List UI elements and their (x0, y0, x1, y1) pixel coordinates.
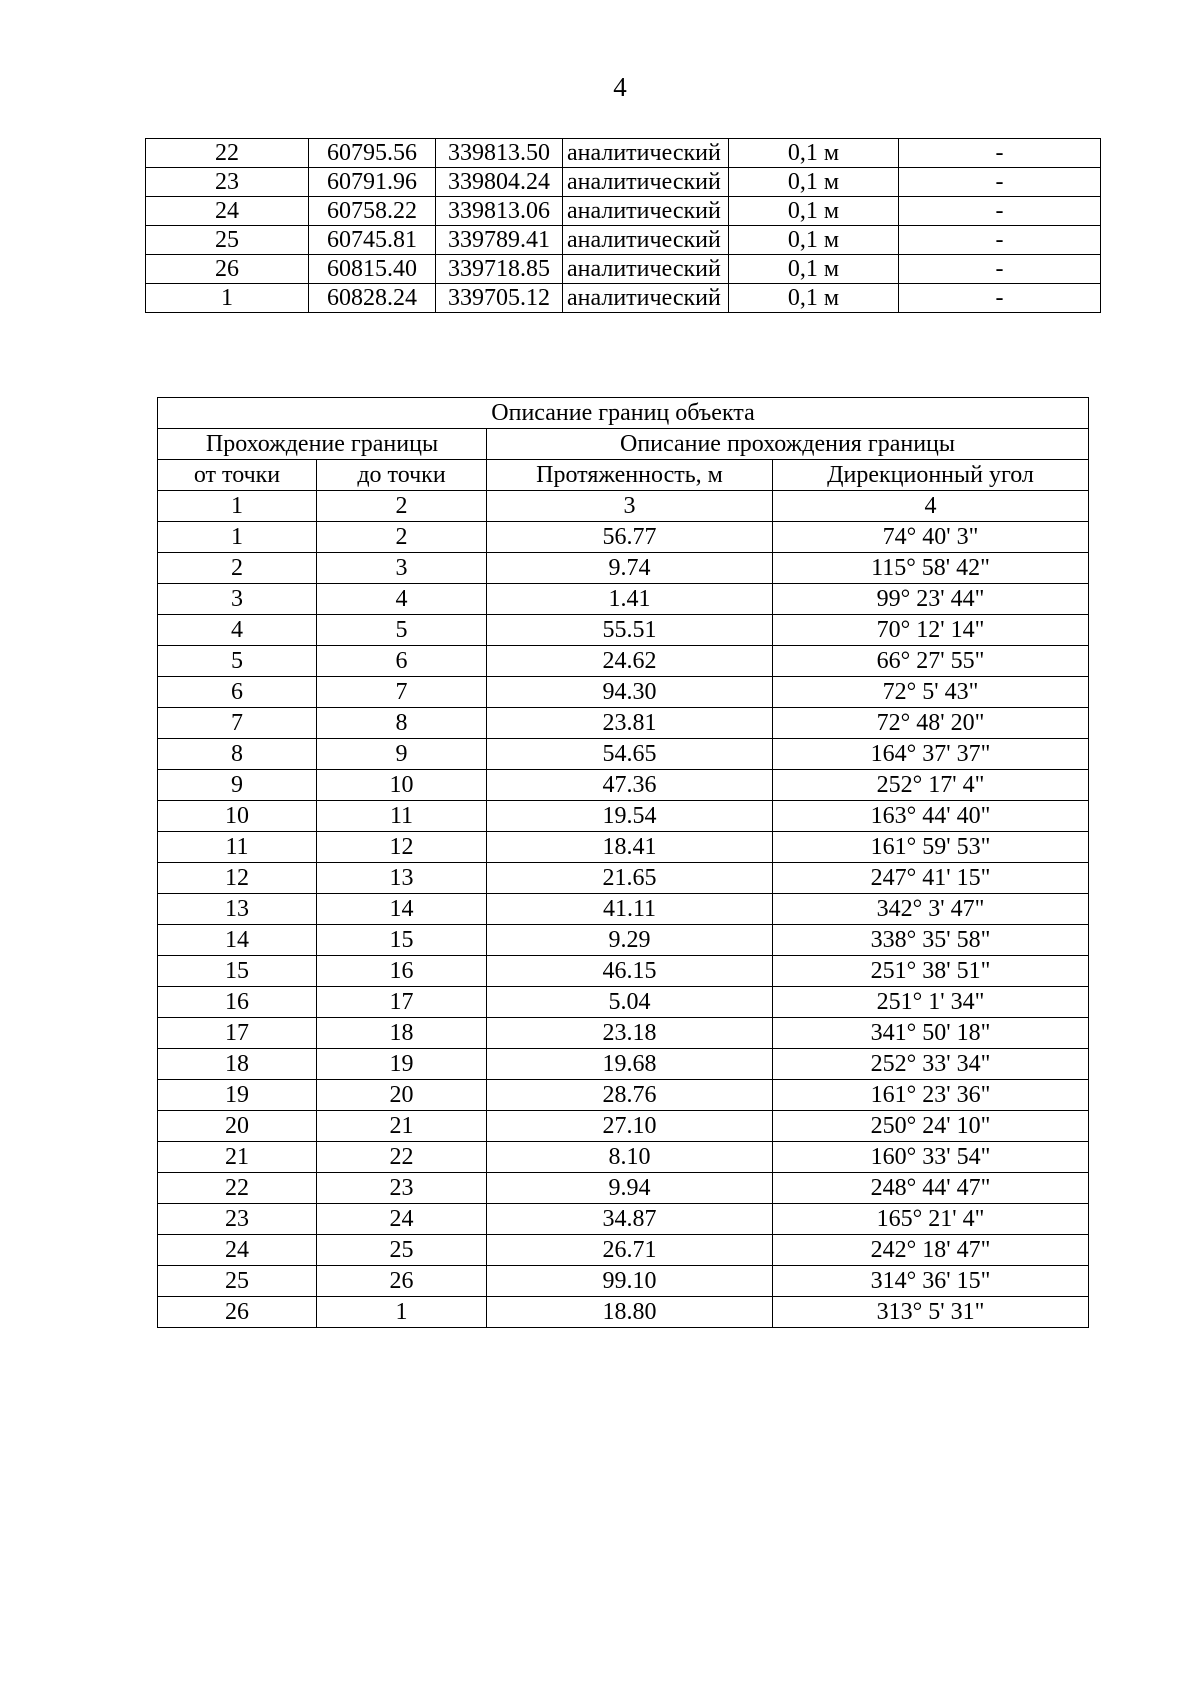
angle-cell: 160° 33' 54" (773, 1142, 1089, 1173)
x-coordinate-cell: 60815.40 (309, 255, 436, 284)
to-point-cell: 23 (317, 1173, 487, 1204)
length-cell: 9.74 (487, 553, 773, 584)
length-cell: 24.62 (487, 646, 773, 677)
to-point-cell: 16 (317, 956, 487, 987)
table-row (158, 708, 1089, 739)
column-number: 4 (773, 491, 1089, 522)
angle-cell: 251° 38' 51" (773, 956, 1089, 987)
angle-cell: 99° 23' 44" (773, 584, 1089, 615)
table-row (158, 522, 1089, 553)
method-cell: аналитический (563, 139, 729, 168)
from-point-cell: 1 (158, 522, 317, 553)
length-cell: 46.15 (487, 956, 773, 987)
accuracy-cell: 0,1 м (729, 139, 899, 168)
from-point-cell: 22 (158, 1173, 317, 1204)
angle-cell: 242° 18' 47" (773, 1235, 1089, 1266)
to-point-cell: 25 (317, 1235, 487, 1266)
y-coordinate-cell: 339813.06 (436, 197, 563, 226)
method-cell: аналитический (563, 284, 729, 313)
table-row (146, 226, 1101, 255)
angle-cell: 251° 1' 34" (773, 987, 1089, 1018)
table-row (158, 894, 1089, 925)
y-coordinate-cell: 339813.50 (436, 139, 563, 168)
angle-cell: 70° 12' 14" (773, 615, 1089, 646)
angle-cell: 341° 50' 18" (773, 1018, 1089, 1049)
from-point-cell: 23 (158, 1204, 317, 1235)
length-cell: 23.81 (487, 708, 773, 739)
point-cell: 22 (146, 139, 309, 168)
from-point-cell: 12 (158, 863, 317, 894)
method-cell: аналитический (563, 197, 729, 226)
accuracy-cell: 0,1 м (729, 197, 899, 226)
table-row (158, 1204, 1089, 1235)
length-cell: 34.87 (487, 1204, 773, 1235)
from-point-cell: 5 (158, 646, 317, 677)
page-number: 4 (613, 72, 627, 102)
table-row (158, 584, 1089, 615)
to-point-cell: 22 (317, 1142, 487, 1173)
accuracy-cell: 0,1 м (729, 255, 899, 284)
length-cell: 28.76 (487, 1080, 773, 1111)
table-row (158, 677, 1089, 708)
note-cell: - (899, 139, 1101, 168)
column-number: 3 (487, 491, 773, 522)
to-point-cell: 2 (317, 522, 487, 553)
table-row (146, 255, 1101, 284)
angle-cell: 164° 37' 37" (773, 739, 1089, 770)
note-cell: - (899, 255, 1101, 284)
angle-cell: 252° 33' 34" (773, 1049, 1089, 1080)
table-row (158, 1080, 1089, 1111)
x-coordinate-cell: 60791.96 (309, 168, 436, 197)
y-coordinate-cell: 339718.85 (436, 255, 563, 284)
to-point-cell: 6 (317, 646, 487, 677)
method-cell: аналитический (563, 255, 729, 284)
from-point-cell: 6 (158, 677, 317, 708)
column-number-row (158, 491, 1089, 522)
x-coordinate-cell: 60745.81 (309, 226, 436, 255)
length-cell: 99.10 (487, 1266, 773, 1297)
angle-cell: 165° 21' 4" (773, 1204, 1089, 1235)
table-row (146, 284, 1101, 313)
method-cell: аналитический (563, 168, 729, 197)
to-point-header: до точки (317, 460, 487, 491)
note-cell: - (899, 226, 1101, 255)
from-point-cell: 10 (158, 801, 317, 832)
to-point-cell: 18 (317, 1018, 487, 1049)
point-cell: 23 (146, 168, 309, 197)
to-point-cell: 26 (317, 1266, 487, 1297)
to-point-cell: 8 (317, 708, 487, 739)
length-cell: 23.18 (487, 1018, 773, 1049)
x-coordinate-cell: 60795.56 (309, 139, 436, 168)
table-row (158, 646, 1089, 677)
column-number: 2 (317, 491, 487, 522)
angle-cell: 72° 48' 20" (773, 708, 1089, 739)
angle-cell: 161° 23' 36" (773, 1080, 1089, 1111)
boundary-description-table (157, 397, 1089, 1328)
point-cell: 25 (146, 226, 309, 255)
length-cell: 18.80 (487, 1297, 773, 1328)
angle-cell: 161° 59' 53" (773, 832, 1089, 863)
from-point-cell: 11 (158, 832, 317, 863)
note-cell: - (899, 284, 1101, 313)
from-point-cell: 17 (158, 1018, 317, 1049)
table-row (158, 1266, 1089, 1297)
length-cell: 1.41 (487, 584, 773, 615)
y-coordinate-cell: 339705.12 (436, 284, 563, 313)
table-row (158, 1142, 1089, 1173)
coordinates-table (145, 138, 1101, 313)
table-row (158, 956, 1089, 987)
table-row (146, 139, 1101, 168)
from-point-cell: 16 (158, 987, 317, 1018)
table-row (158, 1111, 1089, 1142)
length-header: Протяженность, м (487, 460, 773, 491)
to-point-cell: 12 (317, 832, 487, 863)
y-coordinate-cell: 339804.24 (436, 168, 563, 197)
table-row (158, 739, 1089, 770)
length-cell: 47.36 (487, 770, 773, 801)
length-cell: 5.04 (487, 987, 773, 1018)
table-row (158, 770, 1089, 801)
from-point-cell: 24 (158, 1235, 317, 1266)
angle-header: Дирекционный угол (773, 460, 1089, 491)
table-row (158, 1297, 1089, 1328)
to-point-cell: 10 (317, 770, 487, 801)
to-point-cell: 24 (317, 1204, 487, 1235)
table-row (158, 925, 1089, 956)
point-cell: 1 (146, 284, 309, 313)
from-point-header: от точки (158, 460, 317, 491)
to-point-cell: 20 (317, 1080, 487, 1111)
x-coordinate-cell: 60828.24 (309, 284, 436, 313)
to-point-cell: 3 (317, 553, 487, 584)
note-cell: - (899, 168, 1101, 197)
length-cell: 21.65 (487, 863, 773, 894)
to-point-cell: 1 (317, 1297, 487, 1328)
from-point-cell: 19 (158, 1080, 317, 1111)
length-cell: 55.51 (487, 615, 773, 646)
length-cell: 27.10 (487, 1111, 773, 1142)
table-row (158, 1018, 1089, 1049)
angle-cell: 74° 40' 3" (773, 522, 1089, 553)
table-row (158, 615, 1089, 646)
accuracy-cell: 0,1 м (729, 284, 899, 313)
angle-cell: 342° 3' 47" (773, 894, 1089, 925)
from-point-cell: 3 (158, 584, 317, 615)
angle-cell: 66° 27' 55" (773, 646, 1089, 677)
note-cell: - (899, 197, 1101, 226)
point-cell: 26 (146, 255, 309, 284)
to-point-cell: 17 (317, 987, 487, 1018)
table-row (158, 1049, 1089, 1080)
to-point-cell: 5 (317, 615, 487, 646)
angle-cell: 252° 17' 4" (773, 770, 1089, 801)
length-cell: 9.29 (487, 925, 773, 956)
length-cell: 94.30 (487, 677, 773, 708)
from-point-cell: 26 (158, 1297, 317, 1328)
to-point-cell: 9 (317, 739, 487, 770)
point-cell: 24 (146, 197, 309, 226)
to-point-cell: 14 (317, 894, 487, 925)
length-cell: 26.71 (487, 1235, 773, 1266)
to-point-cell: 13 (317, 863, 487, 894)
table-row (158, 553, 1089, 584)
table-row (158, 863, 1089, 894)
from-point-cell: 8 (158, 739, 317, 770)
table-row (146, 168, 1101, 197)
length-cell: 19.54 (487, 801, 773, 832)
length-cell: 54.65 (487, 739, 773, 770)
from-point-cell: 25 (158, 1266, 317, 1297)
table-row (158, 987, 1089, 1018)
to-point-cell: 4 (317, 584, 487, 615)
angle-cell: 314° 36' 15" (773, 1266, 1089, 1297)
angle-cell: 247° 41' 15" (773, 863, 1089, 894)
to-point-cell: 15 (317, 925, 487, 956)
description-group-header: Описание прохождения границы (487, 429, 1089, 460)
from-point-cell: 20 (158, 1111, 317, 1142)
y-coordinate-cell: 339789.41 (436, 226, 563, 255)
angle-cell: 163° 44' 40" (773, 801, 1089, 832)
table-title: Описание границ объекта (158, 398, 1089, 429)
table-row (158, 832, 1089, 863)
angle-cell: 248° 44' 47" (773, 1173, 1089, 1204)
from-point-cell: 13 (158, 894, 317, 925)
from-point-cell: 18 (158, 1049, 317, 1080)
from-point-cell: 21 (158, 1142, 317, 1173)
x-coordinate-cell: 60758.22 (309, 197, 436, 226)
to-point-cell: 19 (317, 1049, 487, 1080)
length-cell: 41.11 (487, 894, 773, 925)
table-row (158, 1235, 1089, 1266)
accuracy-cell: 0,1 м (729, 168, 899, 197)
angle-cell: 313° 5' 31" (773, 1297, 1089, 1328)
table-row (158, 1173, 1089, 1204)
table-row (146, 197, 1101, 226)
from-point-cell: 15 (158, 956, 317, 987)
length-cell: 8.10 (487, 1142, 773, 1173)
length-cell: 18.41 (487, 832, 773, 863)
from-point-cell: 14 (158, 925, 317, 956)
column-number: 1 (158, 491, 317, 522)
from-point-cell: 7 (158, 708, 317, 739)
method-cell: аналитический (563, 226, 729, 255)
angle-cell: 338° 35' 58" (773, 925, 1089, 956)
from-point-cell: 9 (158, 770, 317, 801)
passage-group-header: Прохождение границы (158, 429, 487, 460)
angle-cell: 250° 24' 10" (773, 1111, 1089, 1142)
from-point-cell: 4 (158, 615, 317, 646)
to-point-cell: 21 (317, 1111, 487, 1142)
to-point-cell: 11 (317, 801, 487, 832)
length-cell: 56.77 (487, 522, 773, 553)
accuracy-cell: 0,1 м (729, 226, 899, 255)
angle-cell: 115° 58' 42" (773, 553, 1089, 584)
length-cell: 19.68 (487, 1049, 773, 1080)
length-cell: 9.94 (487, 1173, 773, 1204)
table-row (158, 801, 1089, 832)
to-point-cell: 7 (317, 677, 487, 708)
angle-cell: 72° 5' 43" (773, 677, 1089, 708)
from-point-cell: 2 (158, 553, 317, 584)
